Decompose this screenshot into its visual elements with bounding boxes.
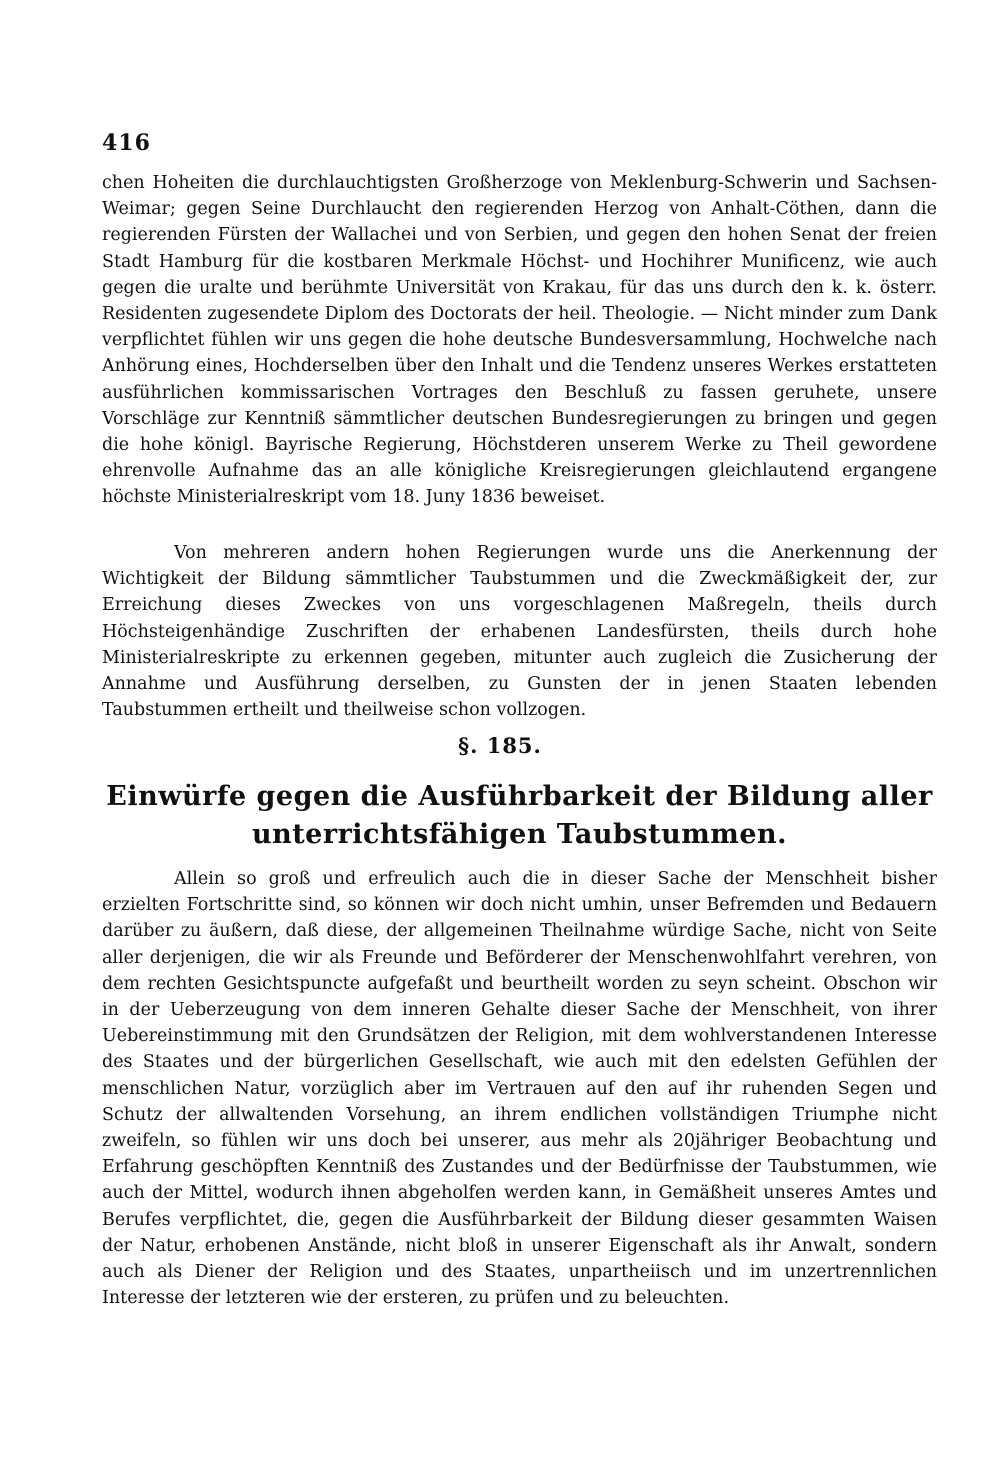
paragraph-objections: Allein so groß und erfreulich auch die in dieser Sache der Menschheit bisher erzielten Fortschritte sind, so können wir doch nicht umhin, unser Befremden und Bedauern darüber zu äußern, daß diese, der allgemeinen Theilnahme würdige Sache, nicht von Seite aller derjenigen, die wir als Freunde und Beförderer der Menschenwohlfahrt verehren, von dem rechten Gesichtspuncte aufgefaßt und beurtheilt worden zu seyn scheint. Obschon wir in der Ueberzeugung von dem inneren Gehalte dieser Sache der Menschheit, von ihrer Uebereinstimmung mit den Grundsätzen der Religion, mit dem wohlverstandenen Interesse des Staates und der bürgerlichen Gesellschaft, wie auch mit den edelsten Gefühlen der menschlichen Natur, vorzüglich aber im Vertrauen auf den auf ihr ruhenden Segen und Schutz der allwaltenden Vorsehung, an ihrem endlichen vollständigen Triumphe nicht zweifeln, so fühlen wir uns doch bei unserer, aus mehr als 20jähriger Beobachtung und Erfahrung geschöpften Kenntniß des Zustandes und der Bedürfnisse der Taubstummen, wie auch der Mittel, wodurch ihnen abgeholfen werden kann, in Gemäßheit unseres Amtes und Berufes verpflichtet, die, gegen die Ausführbarkeit der Bildung dieser gesammten Waisen der Natur, erhobenen Anstände, nicht bloß in unserer Eigenschaft als ihr Anwalt, sondern auch als Diener der Religion und des Staates, unpartheiisch und im unzertrennlichen Interesse der letzteren wie der ersteren, zu prüfen und zu beleuchten. xyxy=(102,869,937,1309)
page-number: 416 xyxy=(102,130,151,156)
section-number: §. 185. xyxy=(458,733,542,758)
paragraph-acknowledgement: Von mehreren andern hohen Regierungen wurde uns die Anerkennung der Wichtigkeit der Bildung sämmtlicher Taubstummen und die Zweckmäßigkeit der, zur Erreichung dieses Zweckes von uns vorgeschlagenen Maßregeln, theils durch Höchsteigenhändige Zuschriften der erhabenen Landesfürsten, theils durch hohe Ministerialreskripte zu erkennen gegeben, mitunter auch zugleich die Zusicherung der Annahme und Ausführung derselben, zu Gunsten der in jenen Staaten lebenden Taubstummen ertheilt und theilweise schon vollzogen. xyxy=(102,543,937,721)
paragraph-continuation: chen Hoheiten die durchlauchtigsten Großherzoge von Meklenburg-Schwerin und Sachsen-Weimar; gegen Seine Durchlaucht den regierenden Herzog von Anhalt-Cöthen, dann die regierenden Fürsten der Wallachei und von Serbien, und gegen den hohen Senat der freien Stadt Hamburg für die kostbaren Merkmale Höchst- und Hochihrer Munificenz, wie auch gegen die uralte und berühmte Universität von Krakau, für das uns durch den k. k. österr. Residenten zugesendete Diplom des Doctorats der heil. Theologie. — Nicht minder zum Dank verpflichtet fühlen wir uns gegen die hohe deutsche Bundesversammlung, Hochwelche nach Anhörung eines, Hochderselben über den Inhalt und die Tendenz unseres Werkes erstatteten ausführlichen kommissarischen Vortrages den Beschluß zu fassen geruhete, unsere Vorschläge zur Kenntniß sämmtlicher deutschen Bundesregierungen zu bringen und gegen die hohe königl. Bayrische Regierung, Höchstderen unserem Werke zu Theil gewordene ehrenvolle Aufnahme das an alle königliche Kreisregierungen gleichlautend ergangene höchste Ministerialreskript vom 18. Juny 1836 beweiset. xyxy=(102,173,937,508)
section-title: Einwürfe gegen die Ausführbarkeit der Bildung aller unterrichtsfähigen Taubstummen. xyxy=(106,781,933,850)
